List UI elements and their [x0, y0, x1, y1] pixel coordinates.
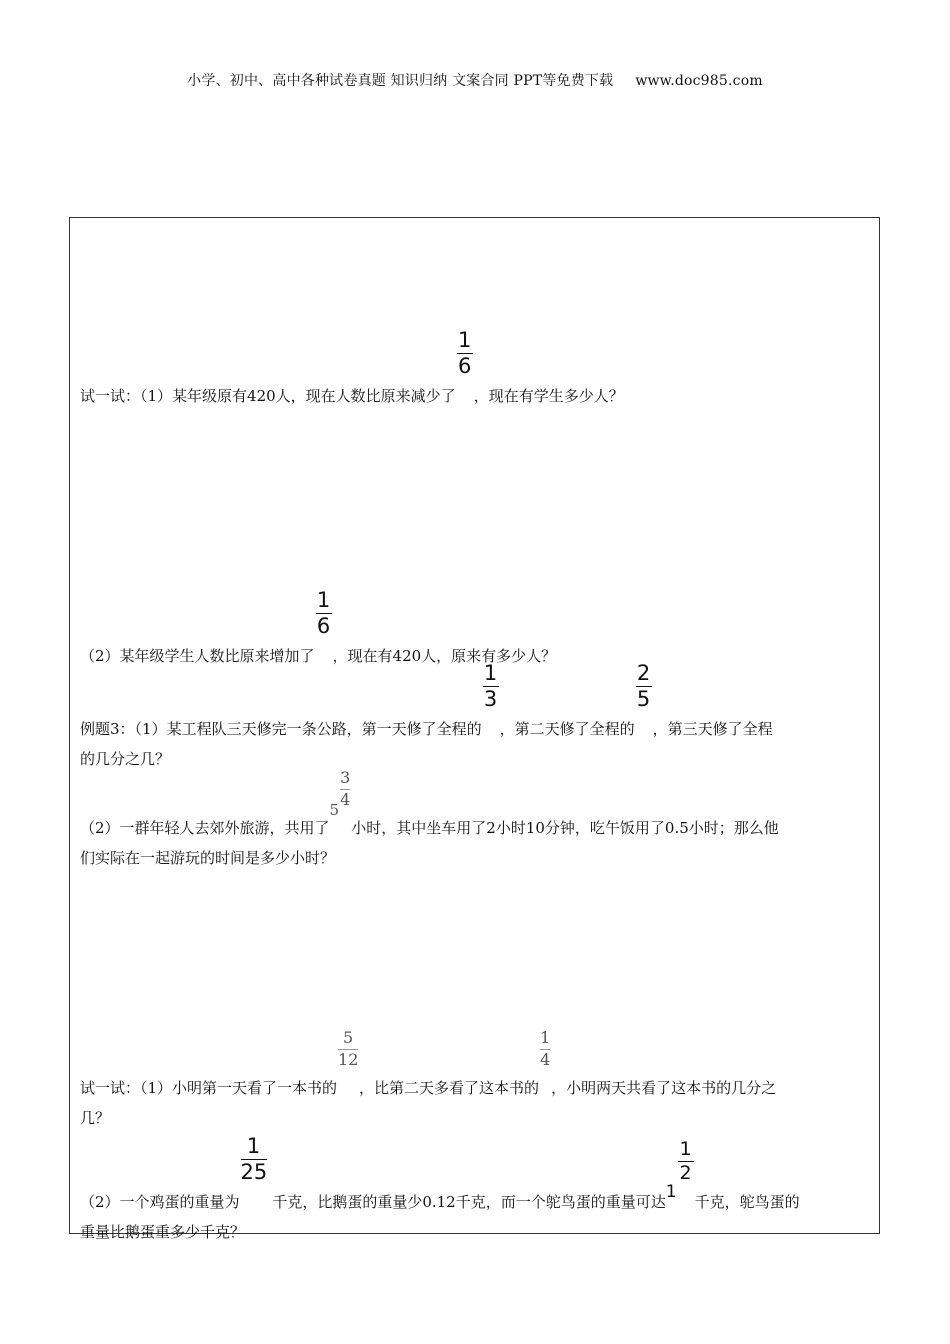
header-site: www.doc985.com [635, 73, 763, 89]
fraction [540, 1028, 551, 1076]
question-text: ，小明两天共看了这本书的几分之 [551, 1079, 777, 1097]
fraction-numerator: 1 [483, 661, 498, 685]
question-try2-2 [80, 1134, 872, 1247]
fraction-denominator: 2 [679, 1162, 692, 1184]
question-example3-2 [80, 768, 872, 873]
question-text: （2）某年级学生人数比原来增加了 [80, 647, 315, 665]
header-text: 小学、初中、高中各种试卷真题 知识归纳 文案合同 PPT等免费下载 [187, 73, 614, 89]
fraction-numerator: 3 [340, 770, 350, 790]
fraction [240, 1134, 268, 1184]
fraction-numerator: 1 [316, 588, 331, 612]
question-try1-1 [80, 328, 872, 411]
question-text: 千克，比鹅蛋的重量少0.12千克，而一个鸵鸟蛋的重量可达 [272, 1193, 666, 1211]
question-text: 千克，鸵鸟蛋的 [694, 1193, 800, 1211]
question-text: 试一试：（1）某年级原有420人，现在人数比原来减少了 [80, 387, 456, 405]
question-text: ，第三天修了全程 [652, 720, 773, 738]
question-text: 小时，其中坐车用了2小时10分钟，吃午饭用了0.5小时；那么他 [351, 819, 779, 837]
question-text: （2）一群年轻人去郊外旅游，共用了 [80, 819, 330, 837]
fraction-numerator: 1 [679, 1138, 692, 1160]
fraction [678, 1138, 694, 1186]
mixed-number-whole: 5 [329, 801, 340, 819]
fraction-denominator: 6 [458, 354, 472, 378]
fraction [483, 661, 499, 711]
fraction-denominator: 25 [240, 1160, 268, 1184]
question-text: 例题3：（1）某工程队三天修完一条公路，第一天修了全程的 [80, 720, 482, 738]
question-text: 试一试：（1）小明第一天看了一本书的 [80, 1079, 338, 1097]
question-text: ，现在有学生多少人？ [473, 387, 624, 405]
question-text: 们实际在一起游玩的时间是多少小时？ [80, 849, 336, 867]
question-example3-1 [80, 661, 872, 774]
question-text: ，现在有420人，原来有多少人？ [332, 647, 557, 665]
question-try2-1 [80, 1028, 872, 1133]
fraction-numerator: 1 [241, 1136, 267, 1160]
fraction-denominator: 12 [338, 1050, 359, 1069]
fraction-numerator: 1 [540, 1030, 550, 1050]
fraction-denominator: 4 [540, 1050, 551, 1069]
fraction [636, 661, 652, 711]
question-text: （2）一个鸡蛋的重量为 [80, 1193, 240, 1211]
mixed-number-whole: 1 [665, 1182, 677, 1202]
page-header [0, 70, 950, 90]
fraction-numerator: 1 [458, 328, 472, 352]
question-text: ，第二天修了全程的 [499, 720, 635, 738]
fraction-denominator: 6 [316, 614, 331, 638]
fraction-denominator: 5 [636, 687, 651, 711]
fraction-denominator: 3 [483, 687, 498, 711]
fraction-denominator: 4 [340, 790, 351, 809]
fraction-numerator: 2 [636, 661, 651, 685]
fraction [316, 588, 332, 638]
question-text: ，比第二天多看了这本书的 [359, 1079, 540, 1097]
fraction-numerator: 5 [338, 1030, 358, 1050]
fraction [457, 328, 473, 378]
fraction [338, 1028, 359, 1076]
question-text: 的几分之几？ [80, 750, 171, 768]
fraction [340, 768, 351, 816]
question-text: 重量比鹅蛋重多少千克？ [80, 1223, 246, 1241]
question-try1-2 [80, 588, 872, 671]
question-text: 几？ [80, 1109, 111, 1127]
